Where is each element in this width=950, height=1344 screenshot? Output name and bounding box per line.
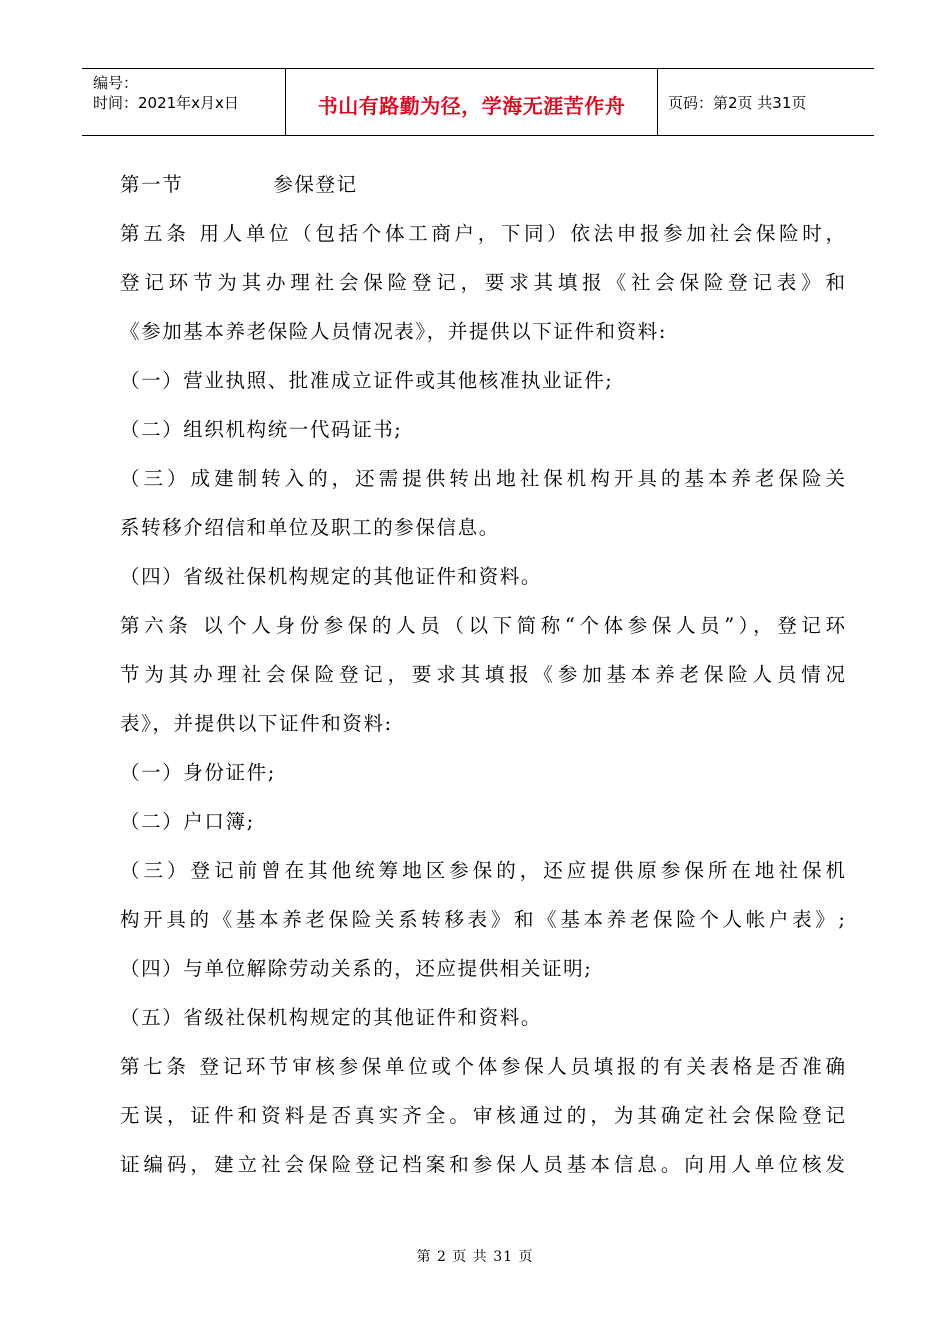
- text-line: 节为其办理社会保险登记，要求其填报《参加基本养老保险人员情况: [120, 663, 845, 686]
- text-line: （三）成建制转入的，还需提供转出地社保机构开具的基本养老保险关: [120, 467, 845, 490]
- text-line: 第六条 以个人身份参保的人员（以下简称“个体参保人员”），登记环: [120, 614, 845, 637]
- header-page-code-cell: [658, 69, 874, 135]
- section-name: 参保登记: [273, 173, 358, 196]
- text-line: 表》，并提供以下证件和资料:: [120, 712, 393, 735]
- text-line: 《参加基本养老保险人员情况表》，并提供以下证件和资料:: [120, 320, 668, 343]
- section-title: [120, 160, 845, 209]
- header-meta: [82, 69, 286, 135]
- page-footer: 第 2 页 共 31 页: [416, 1249, 534, 1265]
- section-number: 第一节: [120, 173, 184, 196]
- document-header: [82, 68, 874, 136]
- text-line: （四）省级社保机构规定的其他证件和资料。: [120, 565, 543, 588]
- text-line: 第七条 登记环节审核参保单位或个体参保人员填报的有关表格是否准确: [120, 1055, 845, 1078]
- text-line: （三）登记前曾在其他统筹地区参保的，还应提供原参保所在地社保机: [120, 859, 845, 882]
- header-page-code: 页码：第2页 共31页: [668, 93, 807, 112]
- document-time-label: 时间：2021年x月x日: [93, 94, 239, 112]
- text-line: 系转移介绍信和单位及职工的参保信息。: [120, 516, 500, 539]
- text-line: （二）户口簿;: [120, 810, 255, 833]
- text-line: 登记环节为其办理社会保险登记，要求其填报《社会保险登记表》和: [120, 271, 845, 294]
- header-motto: 书山有路勤为径，学海无涯苦作舟: [317, 93, 626, 118]
- text-line: 第五条 用人单位（包括个体工商户，下同）依法申报参加社会保险时，: [120, 222, 845, 245]
- text-line: 无误，证件和资料是否真实齐全。审核通过的，为其确定社会保险登记: [120, 1104, 845, 1127]
- document-number-label: 编号：: [93, 74, 139, 92]
- text-line: （一）身份证件;: [120, 761, 276, 784]
- text-line: （一）营业执照、批准成立证件或其他核准执业证件;: [120, 369, 614, 392]
- text-line: 证编码，建立社会保险登记档案和参保人员基本信息。向用人单位核发: [120, 1153, 845, 1176]
- text-line: （四）与单位解除劳动关系的，还应提供相关证明;: [120, 957, 593, 980]
- header-motto-cell: [286, 69, 658, 135]
- text-line: （五）省级社保机构规定的其他证件和资料。: [120, 1006, 543, 1029]
- text-line: 构开具的《基本养老保险关系转移表》和《基本养老保险个人帐户表》;: [120, 908, 845, 931]
- document-body: [120, 160, 845, 1189]
- text-line: （二）组织机构统一代码证书;: [120, 418, 403, 441]
